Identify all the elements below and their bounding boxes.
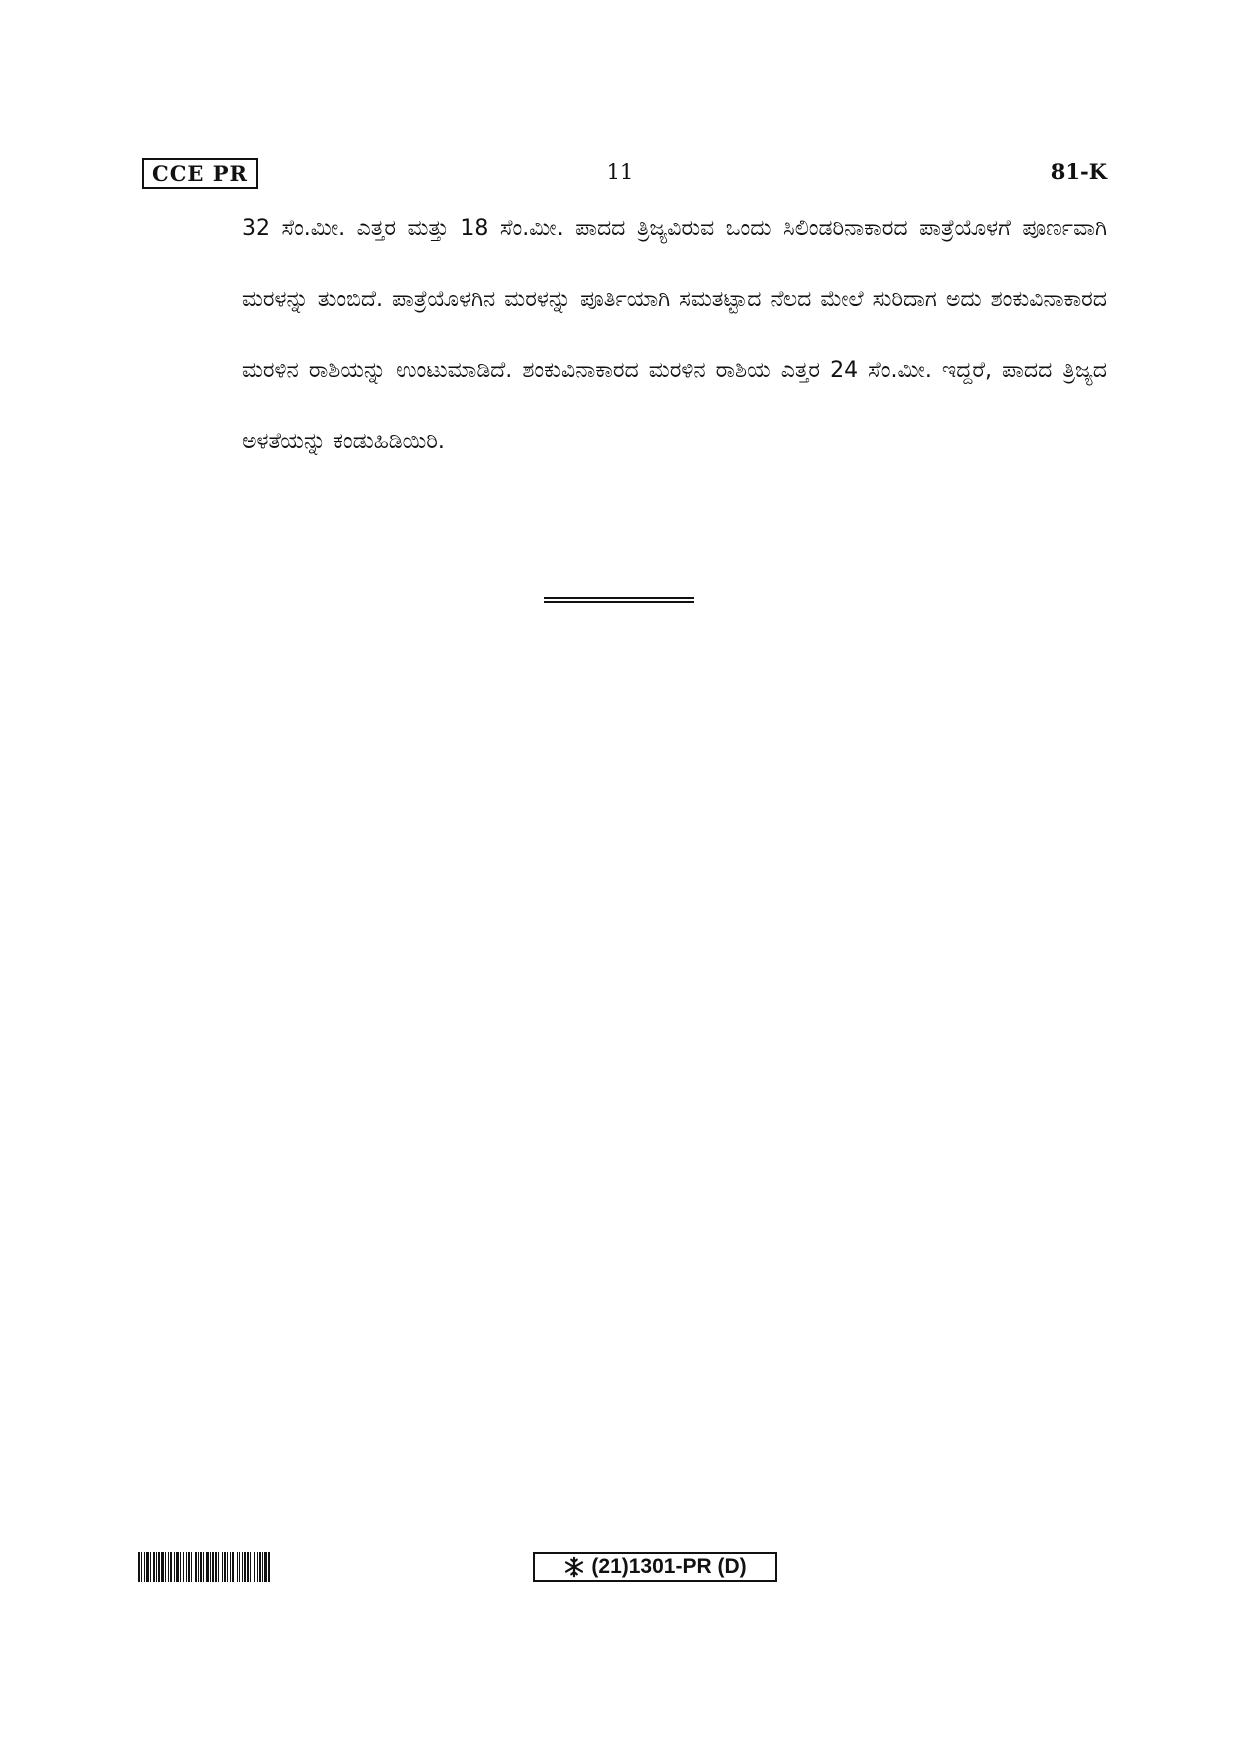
booklet-code-box bbox=[533, 1552, 777, 1582]
page-number: 11 bbox=[606, 160, 634, 184]
question-text: 32 ಸೆಂ.ಮೀ. ಎತ್ತರ ಮತ್ತು 18 ಸೆಂ.ಮೀ. ಪಾದದ ತ್ರಿಜ್ಯವಿರುವ ಒಂದು ಸಿಲಿಂಡರಿನಾಕಾರದ ಪಾತ್ರೆಯೊಳಗೆ ಪೂರ್ಣವಾಗಿ ಮರಳನ್ನು ತುಂಬಿದೆ. ಪಾತ್ರೆಯೊಳಗಿನ ಮರಳನ್ನು ಪೂರ್ತಿಯಾಗಿ ಸಮತಟ್ಟಾದ ನೆಲದ ಮೇಲೆ ಸುರಿದಾಗ ಅದು ಶಂಕುವಿನಾಕಾರದ ಮರಳಿನ ರಾಶಿಯನ್ನು ಉಂಟುಮಾಡಿದೆ. ಶಂಕುವಿನಾಕಾರದ ಮರಳಿನ ರಾಶಿಯ ಎತ್ತರ 24 ಸೆಂ.ಮೀ. ಇದ್ದರೆ, ಪಾದದ ತ್ರಿಜ್ಯದ ಅಳತೆಯನ್ನು ಕಂಡುಹಿಡಿಯಿರಿ. bbox=[242, 216, 1107, 454]
series-code-box: CCE PR bbox=[142, 158, 258, 189]
booklet-code-text: (21)1301-PR (D) bbox=[591, 1555, 747, 1578]
barcode bbox=[138, 1552, 382, 1582]
end-double-rule bbox=[544, 597, 694, 603]
paper-code: 81-K bbox=[1050, 159, 1107, 184]
snowflake-icon bbox=[563, 1556, 585, 1578]
